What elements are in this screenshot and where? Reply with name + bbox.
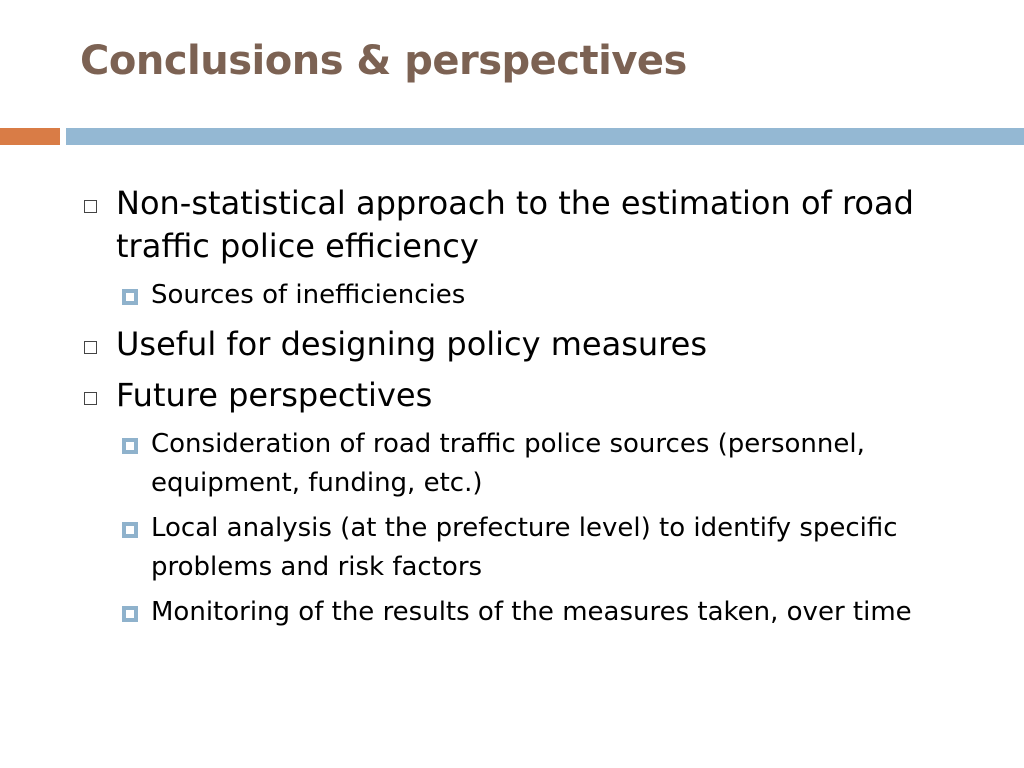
hollow-square-bullet-icon: [84, 200, 97, 213]
bullet-list: [80, 182, 970, 638]
sub-bullet-item: [116, 509, 970, 587]
sub-bullet-text: Monitoring of the results of the measures taken, over time: [151, 597, 912, 627]
sub-bullet-item: [116, 425, 970, 503]
title-divider-bar: [66, 128, 1024, 145]
sub-bullet-item: [116, 593, 970, 632]
sub-bullet-text: Consideration of road traffic police sources (personnel, equipment, funding, etc.): [151, 429, 865, 498]
filled-square-bullet-icon: [122, 438, 138, 454]
filled-square-bullet-icon: [122, 289, 138, 305]
sub-bullet-item: [116, 276, 970, 315]
bullet-item: [80, 182, 970, 268]
accent-bar: [0, 128, 60, 145]
bullet-text: Non-statistical approach to the estimation of road traffic police efficiency: [116, 184, 914, 265]
bullet-text: Useful for designing policy measures: [116, 325, 707, 363]
bullet-item: [80, 374, 970, 417]
slide-title: Conclusions & perspectives: [80, 38, 687, 84]
sub-bullet-text: Local analysis (at the prefecture level) to identify specific problems and risk factors: [151, 513, 898, 582]
bullet-item: [80, 323, 970, 366]
sub-bullet-text: Sources of inefficiencies: [151, 280, 466, 310]
hollow-square-bullet-icon: [84, 392, 97, 405]
bullet-text: Future perspectives: [116, 376, 433, 414]
filled-square-bullet-icon: [122, 606, 138, 622]
filled-square-bullet-icon: [122, 522, 138, 538]
hollow-square-bullet-icon: [84, 341, 97, 354]
